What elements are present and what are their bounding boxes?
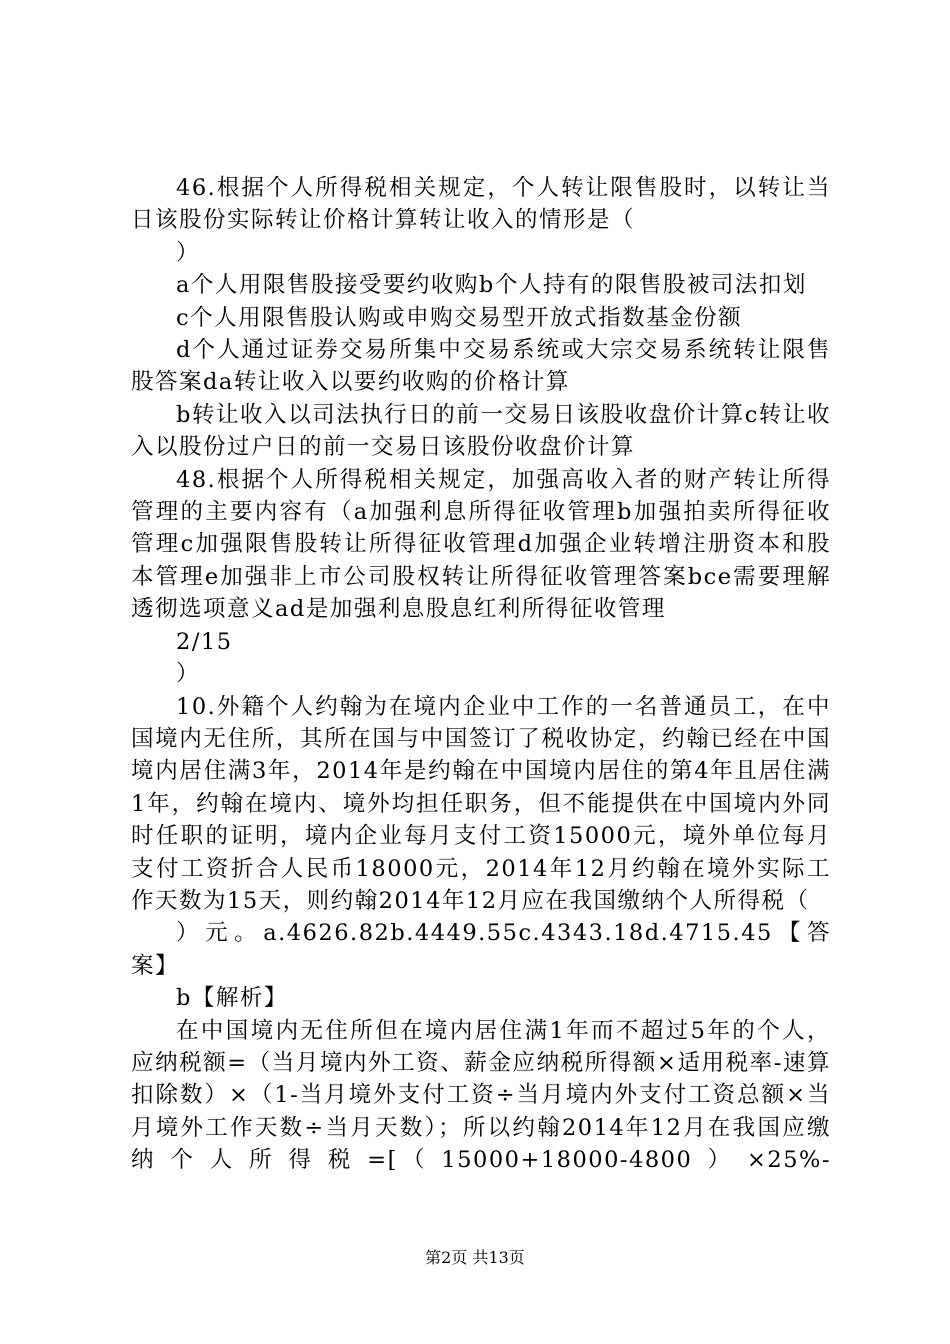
paragraph: a个人用限售股接受要约收购b个人持有的限售股被司法扣划 [176,272,807,299]
document-body [131,172,831,1177]
page-footer: 第2页 共13页 [425,1248,525,1267]
paragraph: 10.外籍个人约翰为在境内企业中工作的一名普通员工，在中国境内无住所，其所在国与中国签订了税收协定，约翰已经在中国境内居住满3年，2014年是约翰在中国境内居住的第4年且居住满1年，约翰在境内、境外均担任职务，但不能提供在中国境内外同时任职的证明，境内企业每月支付工资15000元，境外单位每月支付工资折合人民币18000元，2014年12月约翰在境外实际工作天数为15天，则约翰2014年12月应在我国缴纳个人所得税（ [131,693,831,914]
paragraph: ）元。a.4626.82b.4449.55c.4343.18d.4715.45【答案】 [131,920,831,979]
paragraph: b转让收入以司法执行日的前一交易日该股收盘价计算c转让收入以股份过户日的前一交易日该股份收盘价计算 [131,401,831,461]
paragraph: ） [176,661,201,688]
paragraph: d个人通过证券交易所集中交易系统或大宗交易系统转让限售股答案da转让收入以要约收购的价格计算 [131,337,831,396]
paragraph: 在中国境内无住所但在境内居住满1年而不超过5年的个人，应纳税额=（当月境内外工资、薪金应纳税所得额×适用税率-速算扣除数）×（1-当月境外支付工资÷当月境内外支付工资总额×当月境外工作天数÷当月天数）；所以约翰2014年12月在我国应缴纳个人所得税=[（15000+18000-4800）×25%- [131,1017,831,1174]
paragraph: 48.根据个人所得税相关规定，加强高收入者的财产转让所得管理的主要内容有（a加强利息所得征收管理b加强拍卖所得征收管理c加强限售股转让所得征收管理d加强企业转增注册资本和股本管理e加强非上市公司股权转让所得征收管理答案bce需要理解透彻选项意义ad是加强利息股息红利所得征收管理 [131,466,831,623]
paragraph: b【解析】 [176,985,288,1012]
paragraph: c个人用限售股认购或申购交易型开放式指数基金份额 [176,304,743,331]
paragraph: 46.根据个人所得税相关规定，个人转让限售股时，以转让当日该股份实际转让价格计算转让收入的情形是（ [131,175,831,234]
paragraph: ） [176,239,201,266]
paragraph: 2/15 [176,628,233,655]
